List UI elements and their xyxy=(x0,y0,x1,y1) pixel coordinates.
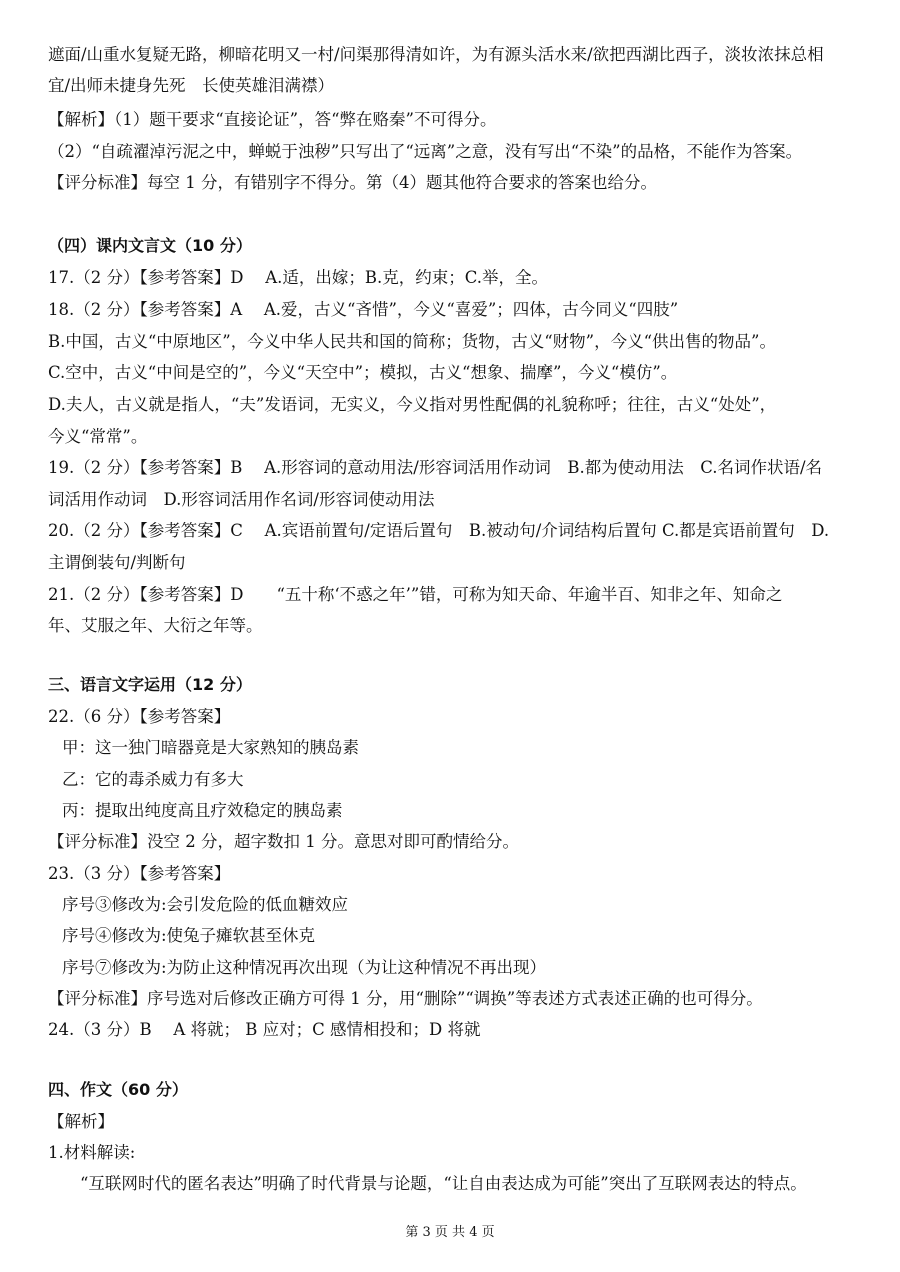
analysis-line: （2）“自疏濯淖污泥之中，蝉蜕于浊秽”只写出了“远离”之意，没有写出“不染”的品格，不能作为答案。 xyxy=(48,142,803,161)
answer-line: 今义“常常”。 xyxy=(48,427,148,446)
scoring-line: 【评分标准】没空 2 分，超字数扣 1 分。意思对即可酌情给分。 xyxy=(48,832,519,851)
text-line: 遮面/山重水复疑无路，柳暗花明又一村/问渠那得清如许，为有源头活水来/欲把西湖比西子，淡妆浓抹总相 xyxy=(48,45,824,64)
answer-line: 序号④修改为:使兔子瘫软甚至休克 xyxy=(62,926,316,945)
answer-line: 24.（3 分）B A 将就； B 应对；C 感情相投和；D 将就 xyxy=(48,1020,481,1039)
answer-line: 词活用作动词 D.形容词活用作名词/形容词使动用法 xyxy=(48,490,435,509)
answer-line: 18.（2 分）【参考答案】A A.爱，古义“吝惜”，今义“喜爱”；四体，古今同义“四肢” xyxy=(48,300,679,319)
analysis-line: 【解析】（1）题干要求“直接论证”，答“弊在赂秦”不可得分。 xyxy=(48,110,497,129)
answer-line: 年、艾服之年、大衍之年等。 xyxy=(48,616,263,635)
answer-line: 22.（6 分）【参考答案】 xyxy=(48,707,231,726)
answer-line: 21.（2 分）【参考答案】D “五十称‘不惑之年’”错，可称为知天命、年逾半百、知非之年、知命之 xyxy=(48,585,783,604)
section-heading: （四）课内文言文（10 分） xyxy=(48,236,252,255)
answer-line: 丙：提取出纯度高且疗效稳定的胰岛素 xyxy=(62,801,343,820)
scoring-line: 【评分标准】每空 1 分，有错别字不得分。第（4）题其他符合要求的答案也给分。 xyxy=(48,173,657,192)
answer-line: 17.（2 分）【参考答案】D A.适，出嫁；B.克，约束；C.举，全。 xyxy=(48,268,549,287)
answer-line: 序号⑦修改为:为防止这种情况再次出现（为让这种情况不再出现） xyxy=(62,958,547,977)
text-line: 宜/出师未捷身先死 长使英雄泪满襟） xyxy=(48,76,335,95)
section-heading: 三、语言文字运用（12 分） xyxy=(48,675,252,694)
page-footer: 第 3 页 共 4 页 xyxy=(405,1225,495,1240)
answer-line: 20.（2 分）【参考答案】C A.宾语前置句/定语后置句 B.被动句/介词结构后置句 C.都是宾语前置句 D. xyxy=(48,521,830,540)
answer-line: 23.（3 分）【参考答案】 xyxy=(48,864,231,883)
answer-line: D.夫人，古义就是指人，“夫”发语词，无实义，今义指对男性配偶的礼貌称呼；往往，古义“处处”， xyxy=(48,395,777,414)
analysis-line: “互联网时代的匿名表达”明确了时代背景与论题，“让自由表达成为可能”突出了互联网表达的特点。 xyxy=(80,1174,807,1193)
section-heading: 四、作文（60 分） xyxy=(48,1080,188,1099)
analysis-line: 【解析】 xyxy=(48,1112,114,1131)
scoring-line: 【评分标准】序号选对后修改正确方可得 1 分，用“删除”“调换”等表述方式表述正确的也可得分。 xyxy=(48,989,763,1008)
answer-line: 主谓倒装句/判断句 xyxy=(48,553,186,572)
analysis-line: 1.材料解读: xyxy=(48,1143,136,1162)
answer-line: 19.（2 分）【参考答案】B A.形容词的意动用法/形容词活用作动词 B.都为使动用法 C.名词作状语/名 xyxy=(48,458,823,477)
answer-line: B.中国，古义“中原地区”，今义中华人民共和国的简称；货物，古义“财物”，今义“供出售的物品”。 xyxy=(48,332,776,351)
answer-line: 序号③修改为:会引发危险的低血糖效应 xyxy=(62,895,349,914)
answer-line: C.空中，古义“中间是空的”，今义“天空中”；模拟，古义“想象、揣摩”，今义“模仿”。 xyxy=(48,363,678,382)
answer-line: 甲：这一独门暗器竟是大家熟知的胰岛素 xyxy=(62,738,359,757)
answer-line: 乙：它的毒杀威力有多大 xyxy=(62,770,244,789)
